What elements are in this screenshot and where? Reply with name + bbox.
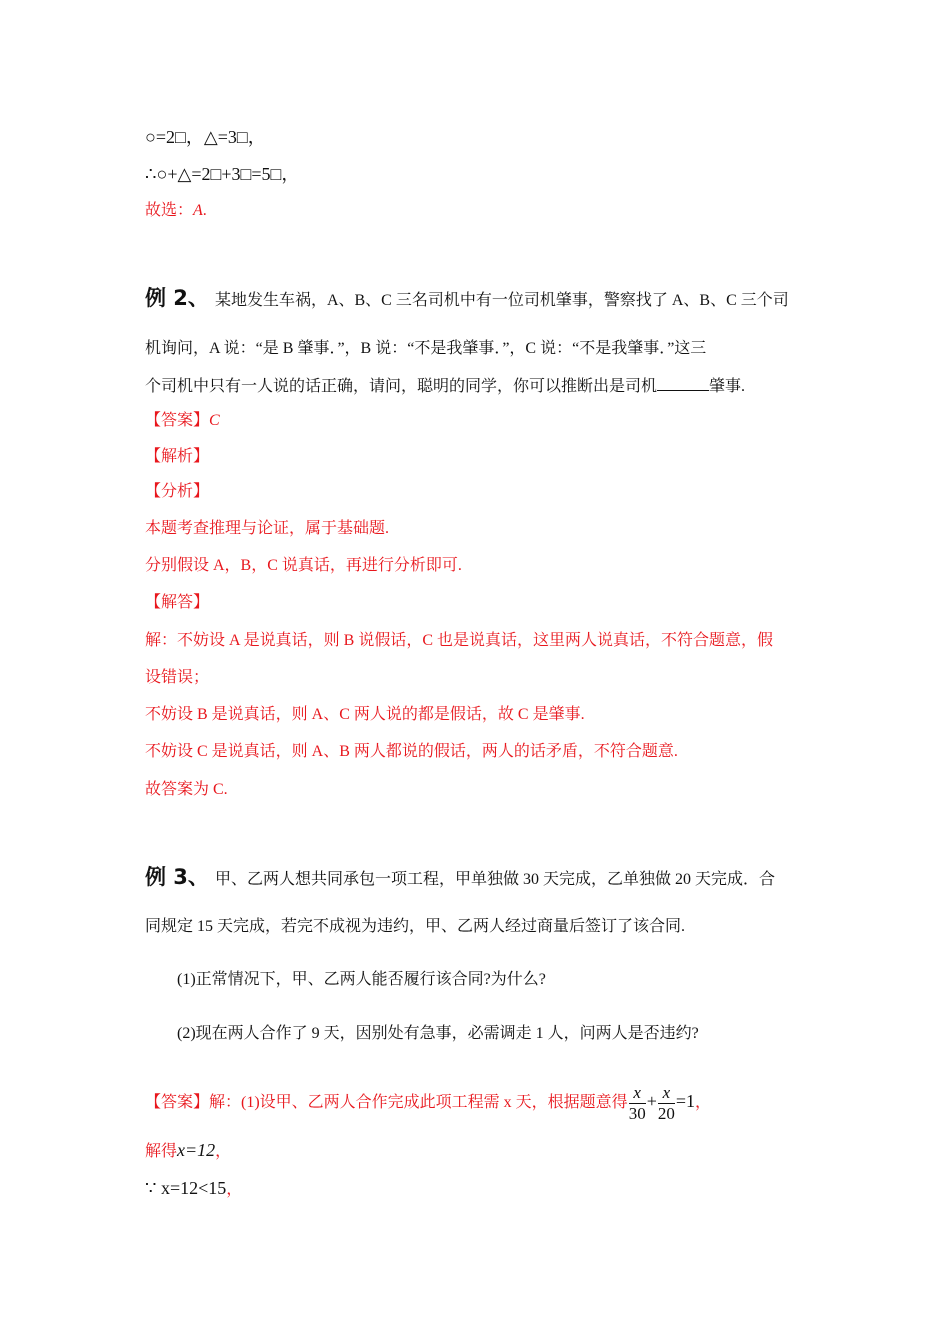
example-2-fenxi-tag: 【分析】 bbox=[145, 483, 210, 500]
example-3-question-line-1 bbox=[145, 865, 775, 892]
example-3-question-line-2 bbox=[145, 915, 685, 939]
prev-solution-line-2 bbox=[145, 162, 299, 186]
example-3-solve-line bbox=[145, 1138, 231, 1164]
example-2-q-line-3a-text: 个司机中只有一人说的话正确，请问，聪明的同学，你可以推断出是司机 bbox=[145, 378, 658, 395]
example-3-answer-text: 解：(1)设甲、乙两人合作完成此项工程需 x 天，根据题意得 bbox=[209, 1094, 628, 1111]
solve-comma: ， bbox=[215, 1143, 232, 1160]
fraction-x-over-20 bbox=[658, 1083, 675, 1124]
solve-prefix: 解得 bbox=[145, 1143, 178, 1160]
fraction-2-numerator: x bbox=[658, 1083, 675, 1104]
fraction-x-over-30 bbox=[629, 1083, 646, 1124]
example-2-question-line-2 bbox=[145, 337, 706, 361]
fraction-1-numerator: x bbox=[629, 1083, 646, 1104]
example-2-answer bbox=[145, 409, 220, 433]
plus-sign: + bbox=[646, 1091, 657, 1111]
example-3-q-line-2-text: 同规定 15 天完成，若完不成视为违约，甲、乙两人经过商量后签订了该合同. bbox=[145, 918, 686, 935]
prev-solution-line-1-text: ○=2□，△=3□， bbox=[145, 127, 266, 147]
answer-tag: 【答案】 bbox=[145, 412, 210, 429]
example-3-subquestion-1: (1)正常情况下，甲、乙两人能否履行该合同?为什么? bbox=[177, 971, 546, 988]
fraction-2-denominator: 20 bbox=[657, 1103, 675, 1123]
example-2-jieda-line-4: 不妨设 C 是说真话，则 A、B 两人都说的假话，两人的话矛盾，不符合题意. bbox=[145, 743, 678, 760]
example-2-label: 例 2、 bbox=[145, 286, 209, 310]
example-3-because-line bbox=[145, 1176, 242, 1202]
example-2-jieda-line-1: 解：不妨设 A 是说真话，则 B 说假话，C 也是说真话，这里两人说真话，不符合题意，假 bbox=[145, 632, 774, 649]
example-3-q-line-1-text: 甲、乙两人想共同承包一项工程，甲单独做 30 天完成，乙单独做 20 天完成．合 bbox=[214, 871, 775, 888]
example-2-jieda-line-2: 设错误； bbox=[145, 669, 210, 686]
example-2-q-line-3b-text: 肇事. bbox=[709, 378, 746, 395]
example-3-label: 例 3、 bbox=[145, 865, 209, 889]
fraction-1-denominator: 30 bbox=[628, 1103, 646, 1123]
prev-solution-line-2-text: ∴○+△=2□+3□=5□， bbox=[145, 164, 300, 184]
example-3-answer bbox=[145, 1077, 711, 1127]
prev-solution-line-3 bbox=[145, 199, 207, 223]
answer-value: C bbox=[209, 412, 220, 429]
because-expression: ∵ x=12<15 bbox=[145, 1178, 227, 1198]
example-3-subquestion-2: (2)现在两人合作了 9 天，因别处有急事，必需调走 1 人，问两人是否违约? bbox=[177, 1025, 699, 1042]
example-2-question-line-3 bbox=[145, 375, 745, 399]
because-comma: ， bbox=[226, 1181, 243, 1198]
equation-tail: =1 bbox=[675, 1091, 695, 1111]
example-2-q-line-1-text: 某地发生车祸，A、B、C 三名司机中有一位司机肇事，警察找了 A、B、C 三个司 bbox=[214, 292, 789, 309]
equation-comma: ， bbox=[695, 1094, 712, 1111]
example-2-question-line-1 bbox=[145, 286, 789, 313]
prev-choice-suffix: . bbox=[202, 202, 207, 219]
example-2-jieda-tag: 【解答】 bbox=[145, 594, 210, 611]
example-2-fenxi-line-1: 本题考查推理与论证，属于基础题. bbox=[145, 520, 390, 537]
prev-solution-line-1 bbox=[145, 125, 266, 149]
example-2-jieda-line-3: 不妨设 B 是说真话，则 A、C 两人说的都是假话，故 C 是肇事. bbox=[145, 706, 585, 723]
prev-choice-prefix: 故选： bbox=[145, 202, 194, 219]
solve-expression: x=12 bbox=[177, 1140, 216, 1160]
example-2-analysis-tag: 【解析】 bbox=[145, 448, 210, 465]
prev-choice-answer: A bbox=[193, 202, 203, 219]
example-3-answer-tag: 【答案】 bbox=[145, 1094, 210, 1111]
example-2-q-line-2-text: 机询问，A 说：“是 B 肇事．”，B 说：“不是我肇事．”，C 说：“不是我肇事．”这三 bbox=[145, 340, 707, 357]
example-2-fenxi-line-2: 分别假设 A，B，C 说真话，再进行分析即可. bbox=[145, 557, 462, 574]
answer-blank bbox=[657, 376, 709, 391]
example-2-jieda-line-5: 故答案为 C. bbox=[145, 781, 228, 798]
